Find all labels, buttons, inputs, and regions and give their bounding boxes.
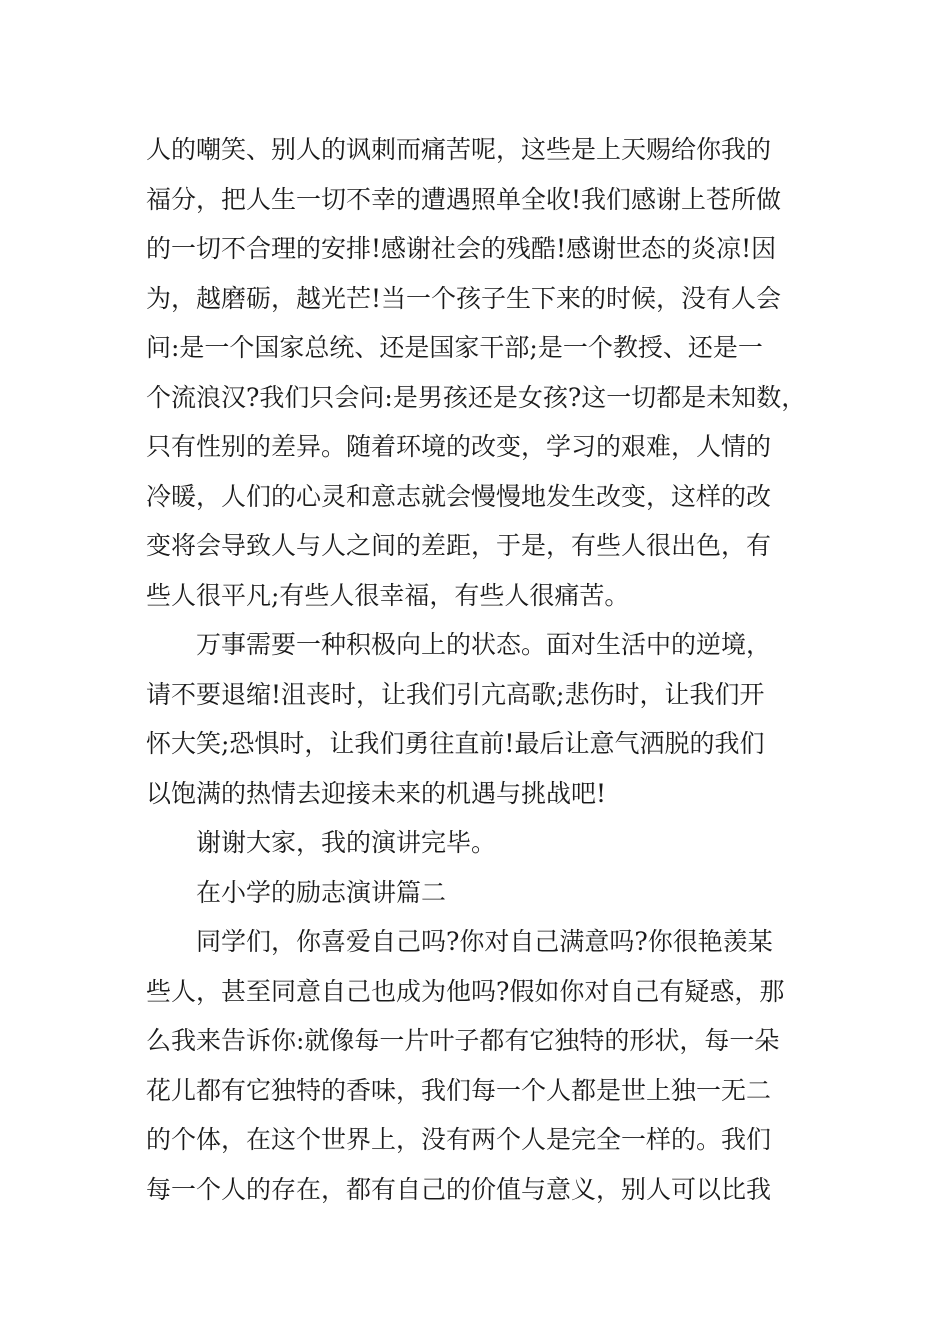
text-line: 怀大笑;恐惧时，让我们勇往直前!最后让意气洒脱的我们 xyxy=(146,729,765,758)
closing-line: 谢谢大家，我的演讲完毕。 xyxy=(196,828,497,857)
text-line: 以饱满的热情去迎接未来的机遇与挑战吧! xyxy=(146,778,607,808)
body-text xyxy=(146,125,826,1214)
text-line: 问:是一个国家总统、还是国家干部;是一个教授、还是一 xyxy=(146,333,763,362)
text-line: 福分，把人生一切不幸的遭遇照单全收!我们感谢上苍所做 xyxy=(146,184,782,214)
text-line: 的个体，在这个世界上，没有两个人是完全一样的。我们 xyxy=(146,1125,772,1154)
text-line: 每一个人的存在，都有自己的价值与意义，别人可以比我 xyxy=(146,1174,772,1204)
text-line: 变将会导致人与人之间的差距，于是，有些人很出色，有 xyxy=(146,531,772,560)
text-line: 花儿都有它独特的香味，我们每一个人都是世上独一无二 xyxy=(146,1075,772,1105)
text-line: 为，越磨砺，越光芒!当一个孩子生下来的时候，没有人会 xyxy=(146,283,782,313)
text-line: 请不要退缩!沮丧时，让我们引亢高歌;悲伤时，让我们开 xyxy=(146,679,765,709)
text-line: 冷暖，人们的心灵和意志就会慢慢地发生改变，这样的改 xyxy=(146,481,772,511)
section-heading: 在小学的励志演讲篇二 xyxy=(196,877,447,907)
text-line: 个流浪汉?我们只会问:是男孩还是女孩?这一切都是未知数， xyxy=(146,382,807,412)
text-line: 人的嘲笑、别人的讽刺而痛苦呢，这些是上天赐给你我的 xyxy=(146,135,772,164)
text-line: 的一切不合理的安排!感谢社会的残酷!感谢世态的炎凉!因 xyxy=(146,234,777,263)
text-line: 只有性别的差异。随着环境的改变，学习的艰难，人情的 xyxy=(146,432,772,461)
paragraph-start-line: 同学们，你喜爱自己吗?你对自己满意吗?你很艳羡某 xyxy=(196,927,773,956)
text-line: 些人，甚至同意自己也成为他吗?假如你对自己有疑惑，那 xyxy=(146,976,785,1006)
text-line: 些人很平凡;有些人很幸福，有些人很痛苦。 xyxy=(146,580,630,610)
text-line: 么我来告诉你:就像每一片叶子都有它独特的形状，每一朵 xyxy=(146,1026,780,1055)
paragraph-start-line: 万事需要一种积极向上的状态。面对生活中的逆境， xyxy=(196,630,772,659)
